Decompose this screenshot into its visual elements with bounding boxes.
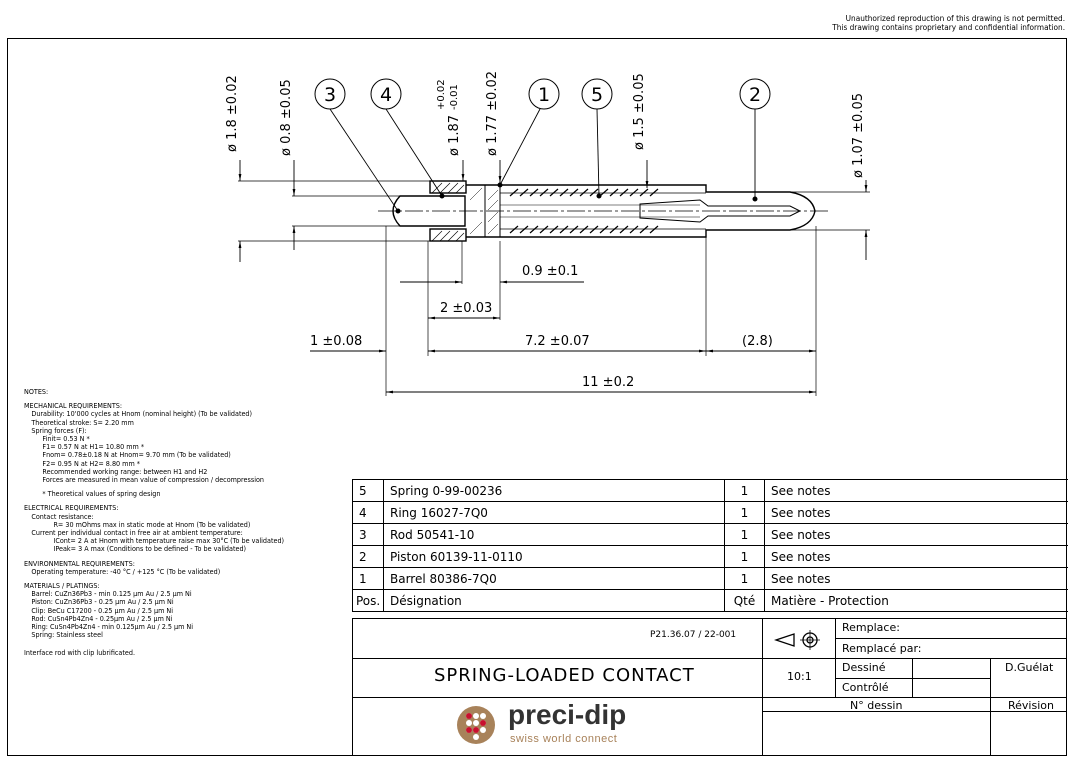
notes-title: NOTES: xyxy=(24,388,49,396)
bom-table xyxy=(352,479,1068,612)
dim-d15: ø 1.5 ±0.05 xyxy=(632,73,647,150)
mech-title: MECHANICAL REQUIREMENTS: xyxy=(24,402,123,411)
bom-designation: Ring 16027-7Q0 xyxy=(384,502,725,524)
force-line-4: F2= 0.95 N at H2= 8.80 mm * xyxy=(42,459,141,468)
bom-header-designation: Désignation xyxy=(384,590,725,612)
mech-line-1: Durability: 10'000 cycles at Hnom (nominal height) (To be validated) xyxy=(31,410,253,419)
bom-qty: 1 xyxy=(725,502,765,524)
bom-pos: 5 xyxy=(353,480,384,502)
bom-pos: 1 xyxy=(353,568,384,590)
mat-line-4: Rod: CuSn4Pb4Zn4 - 0.25µm Au / 2.5 µm Ni xyxy=(31,614,173,623)
mech-line-3: Spring forces (F): xyxy=(31,426,87,435)
dessine-by: D.Guélat xyxy=(1005,661,1054,674)
bom-qty: 1 xyxy=(725,546,765,568)
dim-d08: ø 0.8 ±0.05 xyxy=(279,79,294,156)
balloon-2: 2 xyxy=(748,84,762,106)
mat-line-1: Barrel: CuZn36Pb3 - min 0.125 µm Au / 2.5 µm Ni xyxy=(31,590,192,599)
env-temp: Operating temperature: -40 °C / +125 °C (To be validated) xyxy=(31,567,221,576)
mat-line-3: Clip: BeCu C17200 - 0.25 µm Au / 2.5 µm Ni xyxy=(31,606,174,615)
bom-header-material: Matière - Protection xyxy=(765,590,1068,612)
logo-mark-icon xyxy=(456,705,500,749)
disclaimer-line-2: This drawing contains proprietary and confidential information. xyxy=(832,23,1065,32)
table-row xyxy=(353,568,1068,590)
logo-name: preci-dip xyxy=(508,699,627,730)
n-dessin-label: N° dessin xyxy=(850,699,903,712)
elec-icont: ICont= 2 A at Hnom with temperature raise max 30°C (To be validated) xyxy=(53,537,285,546)
notes xyxy=(24,388,328,658)
dim-d187-tol-upper: +0.02 xyxy=(436,79,447,110)
remplace-par-label: Remplacé par: xyxy=(842,642,922,655)
bom-designation: Piston 60139-11-0110 xyxy=(384,546,725,568)
dim-d107: ø 1.07 ±0.05 xyxy=(851,92,866,178)
elec-ipeak: IPeak= 3 A max (Conditions to be defined - To be validated) xyxy=(53,545,247,554)
mat-line-5: Ring: CuSn4Pb4Zn4 - min 0.125µm Au / 2.5 µm Ni xyxy=(31,623,194,632)
mat-line-2: Piston: CuZn36Pb3 - 0.25 µm Au / 2.5 µm Ni xyxy=(31,598,174,607)
force-line-5: Recommended working range: between H1 and H2 xyxy=(42,467,208,476)
mech-line-2: Theoretical stroke: S= 2.20 mm xyxy=(31,418,134,427)
bom-designation: Rod 50541-10 xyxy=(384,524,725,546)
dim-len1: 1 ±0.08 xyxy=(310,334,363,349)
table-row xyxy=(353,524,1068,546)
force-line-1: Finit= 0.53 N * xyxy=(42,435,90,444)
logo-tagline: swiss world connect xyxy=(510,733,618,745)
bom-material: See notes xyxy=(765,524,1068,546)
bom-material: See notes xyxy=(765,568,1068,590)
drawing-ref: P21.36.07 / 22-001 xyxy=(650,630,737,640)
mat-line-6: Spring: Stainless steel xyxy=(31,631,103,640)
dim-len11: 11 ±0.2 xyxy=(582,375,635,390)
bom-header-row xyxy=(353,590,1068,612)
dessine-label: Dessiné xyxy=(842,661,886,674)
bom-pos: 4 xyxy=(353,502,384,524)
theoretical-note: * Theoretical values of spring design xyxy=(42,490,161,499)
table-row xyxy=(353,480,1068,502)
dim-len28: (2.8) xyxy=(742,334,773,349)
bom-designation: Spring 0-99-00236 xyxy=(384,480,725,502)
mat-title: MATERIALS / PLATINGS: xyxy=(24,582,100,591)
balloon-4: 4 xyxy=(379,84,393,106)
dim-d177: ø 1.77 ±0.02 xyxy=(485,70,500,156)
balloon-3: 3 xyxy=(323,84,337,106)
elec-contact: Contact resistance: xyxy=(31,512,94,521)
bom-header-pos: Pos. xyxy=(353,590,384,612)
table-row xyxy=(353,502,1068,524)
bom-material: See notes xyxy=(765,480,1068,502)
elec-title: ELECTRICAL REQUIREMENTS: xyxy=(24,504,119,513)
env-title: ENVIRONMENTAL REQUIREMENTS: xyxy=(24,559,135,568)
bom-qty: 1 xyxy=(725,568,765,590)
disclaimer-line-1: Unauthorized reproduction of this drawing is not permitted. xyxy=(845,14,1065,23)
bom-designation: Barrel 80386-7Q0 xyxy=(384,568,725,590)
force-line-3: Fnom= 0.78±0.18 N at Hnom= 9.70 mm (To be validated) xyxy=(42,451,231,460)
bom-qty: 1 xyxy=(725,480,765,502)
bom-pos: 3 xyxy=(353,524,384,546)
bom-header-qty: Qté xyxy=(725,590,765,612)
dim-len72: 7.2 ±0.07 xyxy=(525,334,590,349)
elec-r: R= 30 mOhms max in static mode at Hnom (To be validated) xyxy=(53,520,251,529)
table-row xyxy=(353,546,1068,568)
force-line-6: Forces are measured in mean value of compression / decompression xyxy=(42,476,265,485)
projection-symbol-icon xyxy=(774,630,828,654)
dim-len09: 0.9 ±0.1 xyxy=(522,264,579,279)
bom-qty: 1 xyxy=(725,524,765,546)
force-line-2: F1= 0.57 N at H1= 10.80 mm * xyxy=(42,443,145,452)
bom-material: See notes xyxy=(765,502,1068,524)
elec-current: Current per individual contact in free air at ambient temperature: xyxy=(31,529,243,538)
balloon-1: 1 xyxy=(537,84,551,106)
revision-label: Révision xyxy=(1008,699,1054,712)
dim-d18: ø 1.8 ±0.02 xyxy=(225,75,240,152)
interface-note: Interface rod with clip lubrificated. xyxy=(24,649,135,658)
remplace-label: Remplace: xyxy=(842,621,900,634)
balloon-5: 5 xyxy=(590,84,604,106)
drawing-title: SPRING-LOADED CONTACT xyxy=(434,665,695,686)
controle-label: Contrôlé xyxy=(842,681,889,694)
dim-d187-tol-lower: -0.01 xyxy=(449,84,460,110)
dim-len2: 2 ±0.03 xyxy=(440,301,493,316)
bom-pos: 2 xyxy=(353,546,384,568)
bom-material: See notes xyxy=(765,546,1068,568)
dim-d187: ø 1.87 xyxy=(447,114,462,156)
scale: 10:1 xyxy=(787,670,812,683)
